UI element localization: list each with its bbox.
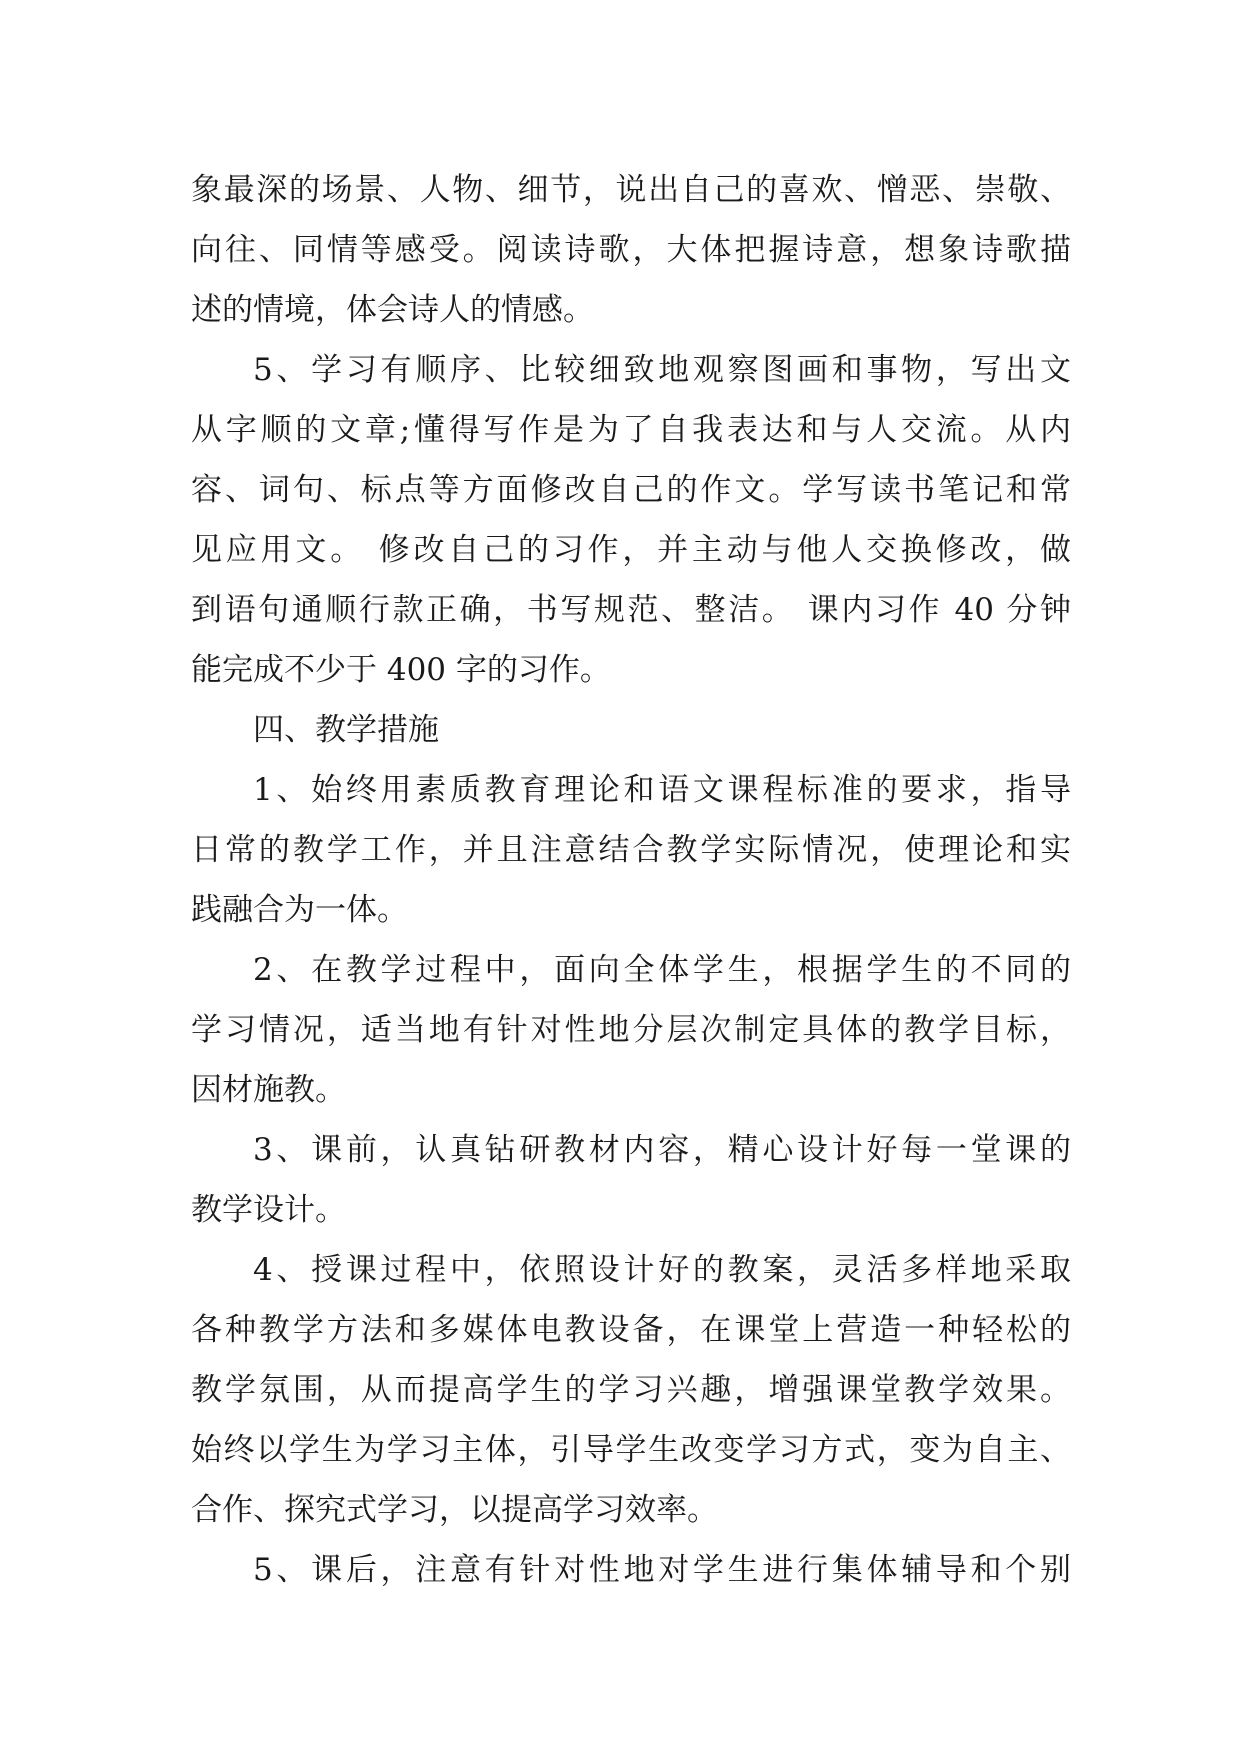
text-line: 教学设计。 <box>191 1192 346 1228</box>
text-line: 到语句通顺行款正确，书写规范、整洁。 课内习作 40 分钟 <box>191 592 1071 628</box>
text-line: 四、教学措施 <box>253 712 439 748</box>
text-line: 因材施教。 <box>191 1072 346 1108</box>
text-line: 践融合为一体。 <box>191 892 408 928</box>
text-line: 能完成不少于 400 字的习作。 <box>191 652 611 688</box>
text-line: 容、词句、标点等方面修改自己的作文。学写读书笔记和常 <box>191 472 1071 508</box>
text-line: 4、授课过程中，依照设计好的教案，灵活多样地采取 <box>253 1252 1071 1288</box>
text-line: 1、始终用素质教育理论和语文课程标准的要求，指导 <box>253 772 1071 808</box>
text-line: 合作、探究式学习，以提高学习效率。 <box>191 1492 718 1528</box>
text-line: 2、在教学过程中，面向全体学生，根据学生的不同的 <box>253 952 1071 988</box>
text-line: 象最深的场景、人物、细节，说出自己的喜欢、憎恶、崇敬、 <box>191 172 1071 208</box>
text-line: 学习情况，适当地有针对性地分层次制定具体的教学目标， <box>191 1012 1071 1048</box>
text-line: 见应用文。 修改自己的习作，并主动与他人交换修改，做 <box>191 532 1071 568</box>
text-line: 日常的教学工作，并且注意结合教学实际情况，使理论和实 <box>191 832 1071 868</box>
text-line: 教学氛围，从而提高学生的学习兴趣，增强课堂教学效果。 <box>191 1372 1071 1408</box>
text-line: 3、课前，认真钻研教材内容，精心设计好每一堂课的 <box>253 1132 1071 1168</box>
text-line: 从字顺的文章;懂得写作是为了自我表达和与人交流。从内 <box>191 412 1071 448</box>
text-line: 5、学习有顺序、比较细致地观察图画和事物，写出文 <box>253 352 1071 388</box>
text-line: 各种教学方法和多媒体电教设备，在课堂上营造一种轻松的 <box>191 1312 1071 1348</box>
text-line: 5、课后，注意有针对性地对学生进行集体辅导和个别 <box>253 1552 1071 1588</box>
text-line: 始终以学生为学习主体，引导学生改变学习方式，变为自主、 <box>191 1432 1071 1468</box>
text-line: 述的情境，体会诗人的情感。 <box>191 292 594 328</box>
body-text <box>191 160 1071 1600</box>
text-line: 向往、同情等感受。阅读诗歌，大体把握诗意，想象诗歌描 <box>191 232 1071 268</box>
